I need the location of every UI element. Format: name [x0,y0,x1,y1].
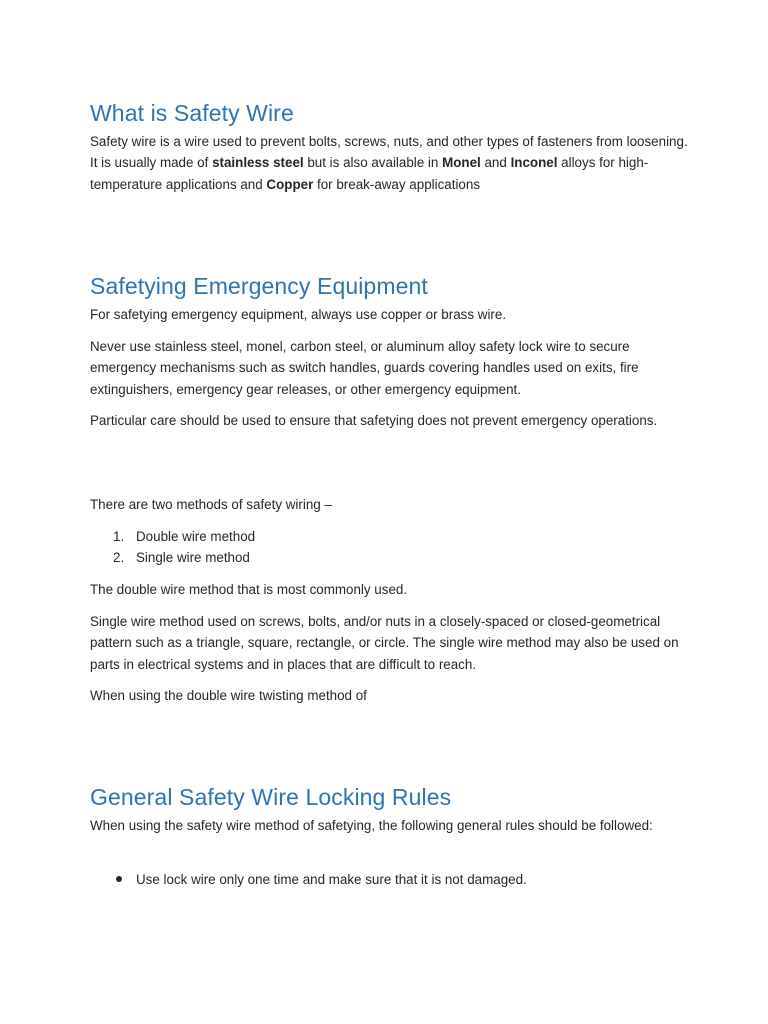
paragraph-copper-brass: For safetying emergency equipment, always use copper or brass wire. [90,307,507,322]
paragraph-never-use: Never use stainless steel, monel, carbon steel, or aluminum alloy safety lock wire to secure emergency mechanisms such as switch handles, guards covering handles used on exits, fire extinguishers, emergency gear releases, or other emergency equipment. [90,339,639,397]
heading-what-is-safety-wire: What is Safety Wire [90,100,294,126]
text-run: but is also available in [303,155,443,171]
paragraph-safety-wire-definition [90,131,690,195]
heading-general-rules: General Safety Wire Locking Rules [90,784,452,810]
bold-stainless-steel: stainless steel [212,155,304,171]
paragraph-single-wire: Single wire method used on screws, bolts, and/or nuts in a closely-spaced or closed-geometrical pattern such as a triangle, square, rectangle, or circle. The single wire method may also be used on parts in electrical systems and in places that are difficult to reach. [90,614,679,672]
bullet-icon [116,876,122,882]
list-number: 1. [113,529,125,544]
heading-safetying-emergency-equipment: Safetying Emergency Equipment [90,273,428,299]
list-item-label: Use lock wire only one time and make sure that it is not damaged. [136,872,527,887]
list-number: 2. [113,550,125,566]
bold-copper: Copper [266,176,314,192]
text-run: alloys for high-temperature applications and [90,155,649,192]
paragraph-two-methods: There are two methods of safety wiring – [90,497,332,512]
methods-list [90,526,255,569]
paragraph-rules-intro: When using the safety wire method of safetying, the following general rules should be followed: [90,818,653,833]
list-item-label: Single wire method [136,550,250,566]
list-item-label: Double wire method [136,529,256,544]
list-item [90,547,255,568]
paragraph-double-wire: The double wire method that is most commonly used. [90,582,408,597]
paragraph-when-using: When using the double wire twisting method of [90,688,367,703]
bold-inconel: Inconel [510,155,558,171]
text-run: Safety wire is a wire used to prevent bolts, screws, nuts, and other types of fasteners from loosening. It is usually made of [90,134,688,171]
text-run: for break-away applications [313,176,481,192]
list-item [90,526,255,547]
rules-list [90,869,527,890]
text-run: and [480,155,511,171]
paragraph-particular-care: Particular care should be used to ensure that safetying does not prevent emergency operations. [90,413,658,428]
bold-monel: Monel [442,155,481,171]
list-item [90,869,527,890]
